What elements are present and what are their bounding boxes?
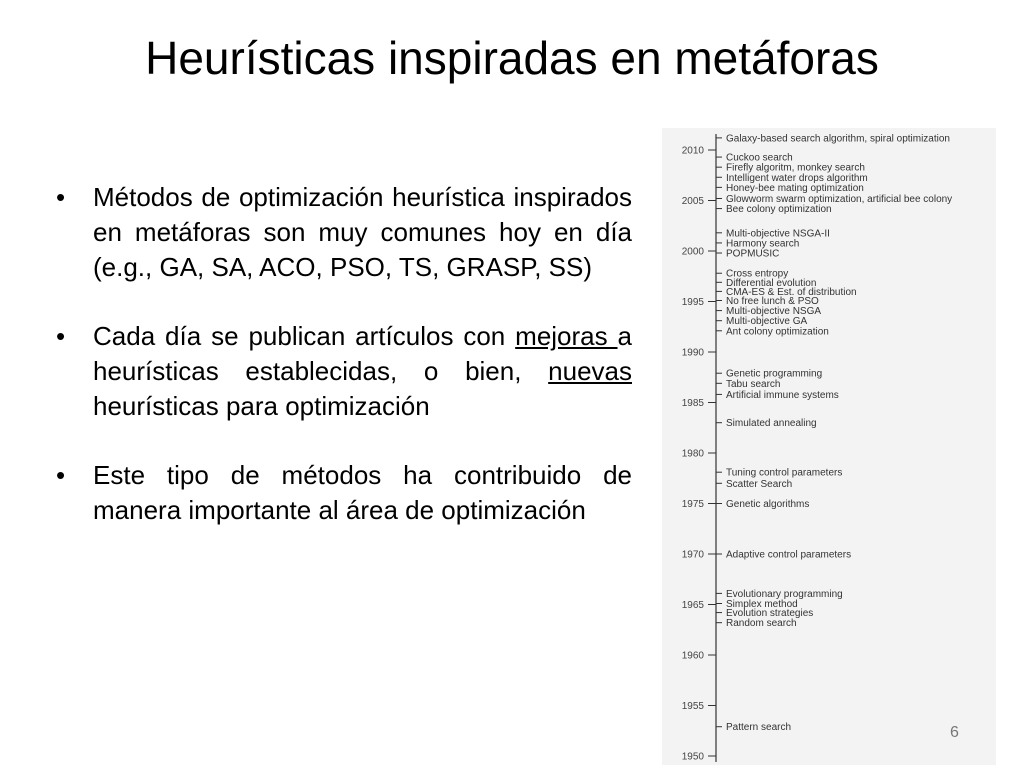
timeline-figure [662,128,996,765]
event-label: Genetic algorithms [726,499,810,510]
bullet-text: a heurísticas establecidas, o bien, [93,321,632,386]
bullet-list [56,180,632,562]
bullet-text: Este tipo de métodos ha contribuido de manera importante al área de optimización [93,460,632,525]
bullet-dot-icon: • [56,321,66,351]
event-label: Honey-bee mating optimization [726,182,864,194]
event-label: Differential evolution [726,277,817,289]
event-label: Scatter Search [726,478,793,490]
slide-title: Heurísticas inspiradas en metáforas [145,32,879,84]
year-tick-label: 2000 [681,246,704,258]
year-tick-label: 1995 [681,297,704,308]
bullet-dot-icon: • [56,460,66,490]
event-label: CMA-ES & Est. of distribution [726,286,857,298]
event-label: No free lunch & PSO [726,295,819,307]
event-label: Multi-objective GA [726,316,808,328]
bullet-item [56,319,632,424]
underlined-text: nuevas [548,356,632,386]
year-tick-label: 1980 [681,448,704,460]
bullet-dot-icon: • [56,182,66,212]
event-label: Tuning control parameters [726,467,843,479]
event-label: Adaptive control parameters [726,549,852,561]
event-label: Ant colony optimization [726,326,829,338]
event-label: Evolution strategies [726,608,814,620]
event-label: Intelligent water drops algorithm [726,172,868,184]
slide-number: 6 [950,724,959,741]
year-tick-label: 1960 [681,650,704,662]
event-label: Simplex method [726,598,798,610]
event-label: Harmony search [726,238,800,250]
year-tick-label: 2005 [681,196,704,207]
event-label: Artificial immune systems [726,389,839,401]
event-label: Galaxy-based search algorithm, spiral optimization [726,133,950,145]
bullet-item [56,458,632,528]
event-label: Firefly algoritm, monkey search [726,162,865,174]
timeline-svg [662,128,996,765]
event-label: Cuckoo search [726,152,793,164]
bullet-text: Cada día se publican artículos con [93,321,516,351]
event-label: Bee colony optimization [726,204,832,216]
event-label: Pattern search [726,722,792,734]
event-label: Glowworm swarm optimization, artificial bee colony [726,193,953,205]
event-label: Genetic programming [726,368,823,380]
year-tick-label: 1965 [681,600,704,611]
underlined-text: mejoras [515,321,618,351]
year-tick-label: 1955 [681,701,704,712]
year-tick-label: 1975 [681,499,704,510]
bullet-text: Métodos de optimización heurística inspirados en metáforas son muy comunes hoy en día (e.g., GA, SA, ACO, PSO, TS, GRASP, SS) [93,182,632,282]
event-label: Evolutionary programming [726,588,843,600]
event-label: Multi-objective NSGA-II [726,228,830,240]
event-label: POPMUSIC [726,248,780,260]
event-label: Multi-objective NSGA [726,306,822,318]
year-tick-label: 1985 [681,398,704,409]
event-label: Tabu search [726,378,781,390]
event-label: Random search [726,618,797,630]
bullet-text: heurísticas para optimización [93,391,430,421]
year-tick-label: 1950 [681,751,704,763]
year-tick-label: 1970 [681,549,704,561]
event-label: Cross entropy [726,268,789,280]
bullet-item [56,180,632,285]
year-tick-label: 1990 [681,347,704,359]
event-label: Simulated annealing [726,418,817,430]
year-tick-label: 2010 [681,145,704,157]
